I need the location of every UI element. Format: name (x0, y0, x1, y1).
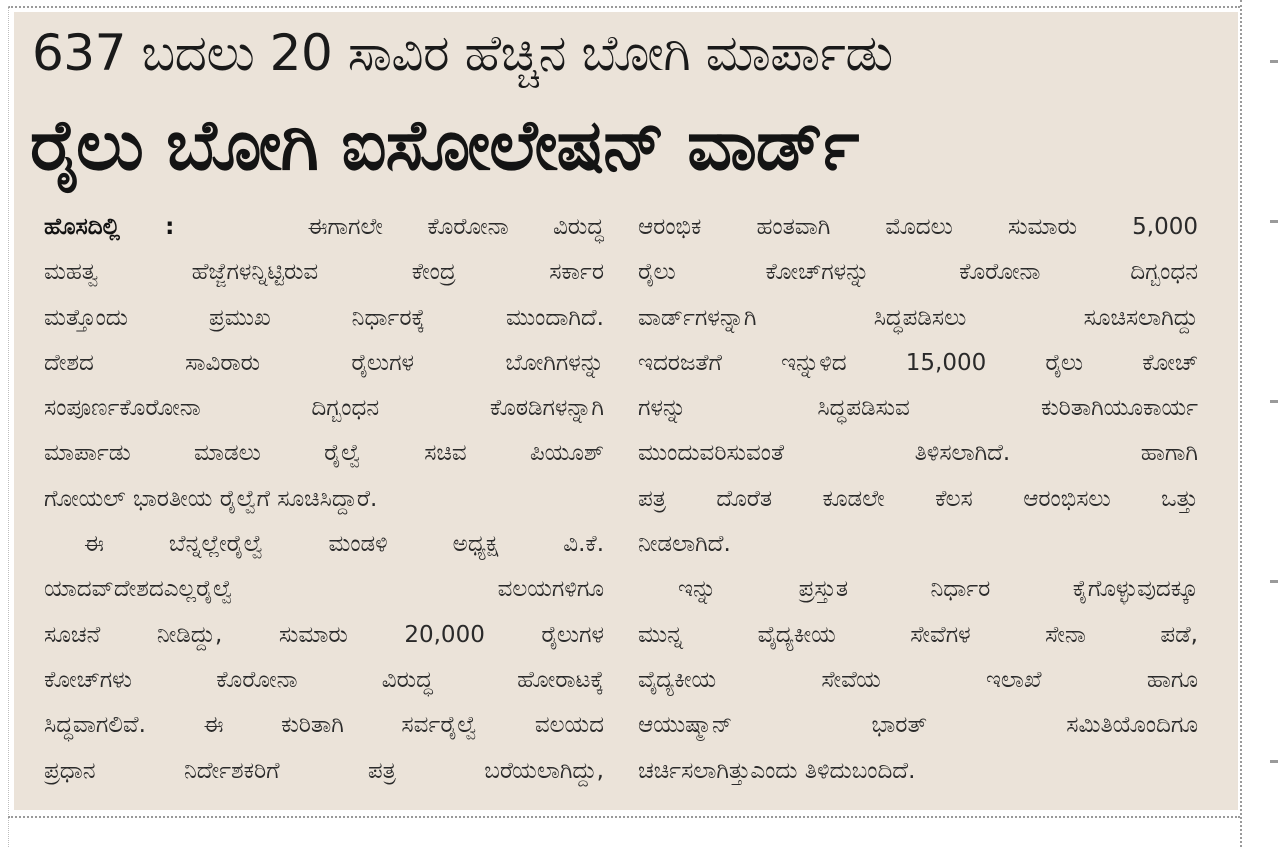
column-line: ಗಳನ್ನು ಸಿದ್ಧಪಡಿಸುವ ಕುರಿತಾಗಿಯೂಕಾರ್ಯ (638, 395, 1198, 422)
margin-mark (1270, 60, 1278, 63)
column-line: ರೈಲು ಕೋಚ್‌ಗಳನ್ನು ಕೊರೋನಾ ದಿಗ್ಬಂಧನ (638, 259, 1198, 286)
column-line: ವಾರ್ಡ್‌ಗಳನ್ನಾಗಿ ಸಿದ್ಧಪಡಿಸಲು ಸೂಚಿಸಲಾಗಿದ್ದು (638, 304, 1198, 331)
dateline: ಹೊಸದಿಲ್ಲಿ : (44, 214, 175, 240)
column-line: ಪ್ರಧಾನ ನಿರ್ದೇಶಕರಿಗೆ ಪತ್ರ ಬರೆಯಲಾಗಿದ್ದು, (44, 757, 604, 784)
column-line: ಸಂಪೂರ್ಣಕೊರೋನಾ ದಿಗ್ಬಂಧನ ಕೊಠಡಿಗಳನ್ನಾಗಿ (44, 395, 604, 422)
column-line: ಗೋಯಲ್ ಭಾರತೀಯ ರೈಲ್ವೆಗೆ ಸೂಚಿಸಿದ್ದಾರೆ. (44, 485, 378, 512)
headline-main: ರೈಲು ಬೋಗಿ ಐಸೋಲೇಷನ್ ವಾರ್ಡ್ (30, 104, 859, 186)
column-line: ಯಾದವ್‌ದೇಶದಎಲ್ಲರೈಲ್ವೆ ವಲಯಗಳಿಗೂ (44, 576, 604, 603)
column-line: ಸಿದ್ಧವಾಗಲಿವೆ. ಈ ಕುರಿತಾಗಿ ಸರ್ವರೈಲ್ವೆ ವಲಯದ (44, 712, 604, 739)
dotted-cut-line-left (8, 6, 9, 847)
headline-kicker: 637 ಬದಲು 20 ಸಾವಿರ ಹೆಚ್ಚಿನ ಬೋಗಿ ಮಾರ್ಪಾಡು (32, 24, 893, 82)
article-column-left (44, 205, 604, 794)
column-line: ಈ ಬೆನ್ನಲ್ಲೇರೈಲ್ವೆ ಮಂಡಳಿ ಅಧ್ಯಕ್ಷ ವಿ.ಕೆ. (84, 531, 604, 558)
column-line: ನೀಡಲಾಗಿದೆ. (638, 531, 731, 558)
column-line: ಮಹತ್ವ ಹೆಜ್ಜೆಗಳನ್ನಿಟ್ಟಿರುವ ಕೇಂದ್ರ ಸರ್ಕಾರ (44, 259, 604, 286)
column-line: ಆರಂಭಿಕ ಹಂತವಾಗಿ ಮೊದಲು ಸುಮಾರು 5,000 (638, 214, 1198, 240)
column-line: ಪತ್ರ ದೊರೆತ ಕೂಡಲೇ ಕೆಲಸ ಆರಂಭಿಸಲು ಒತ್ತು (638, 485, 1198, 512)
column-line: ಚರ್ಚಿಸಲಾಗಿತ್ತುಎಂದು ತಿಳಿದುಬಂದಿದೆ. (638, 757, 916, 784)
dotted-cut-line-top (8, 6, 1240, 8)
page-margin-strip (1252, 0, 1280, 847)
article-column-right (638, 205, 1198, 794)
margin-mark (1270, 400, 1278, 403)
column-line: ಆಯುಷ್ಮಾನ್ ಭಾರತ್ ಸಮಿತಿಯೊಂದಿಗೂ (638, 712, 1198, 739)
column-line-text: ಈಗಾಗಲೇ ಕೊರೋನಾ ವಿರುದ್ಧ (307, 214, 604, 240)
column-line: ಕೋಚ್‌ಗಳು ಕೊರೋನಾ ವಿರುದ್ಧ ಹೋರಾಟಕ್ಕೆ (44, 666, 604, 693)
dotted-cut-line-right (1240, 0, 1242, 847)
column-line: ಮುಂದುವರಿಸುವಂತೆ ತಿಳಿಸಲಾಗಿದೆ. ಹಾಗಾಗಿ (638, 440, 1198, 467)
margin-mark (1270, 580, 1278, 583)
column-line: ಮಾರ್ಪಾಡು ಮಾಡಲು ರೈಲ್ವೆ ಸಚಿವ ಪಿಯೂಶ್ (44, 440, 604, 467)
column-line: ವೈದ್ಯಕೀಯ ಸೇವೆಯ ಇಲಾಖೆ ಹಾಗೂ (638, 666, 1198, 693)
column-line (44, 205, 604, 250)
margin-mark (1270, 760, 1278, 763)
margin-mark (1270, 220, 1278, 223)
column-line: ಮತ್ತೊಂದು ಪ್ರಮುಖ ನಿರ್ಧಾರಕ್ಕೆ ಮುಂದಾಗಿದೆ. (44, 304, 604, 331)
column-line: ಇನ್ನು ಪ್ರಸ್ತುತ ನಿರ್ಧಾರ ಕೈಗೊಳ್ಳುವುದಕ್ಕೂ (678, 576, 1198, 603)
column-line: ದೇಶದ ಸಾವಿರಾರು ರೈಲುಗಳ ಬೋಗಿಗಳನ್ನು (44, 349, 604, 376)
column-line: ಇದರಜತೆಗೆ ಇನ್ನುಳಿದ 15,000 ರೈಲು ಕೋಚ್ (638, 349, 1198, 376)
dotted-cut-line-bottom (8, 816, 1240, 818)
column-line: ಸೂಚನೆ ನೀಡಿದ್ದು, ಸುಮಾರು 20,000 ರೈಲುಗಳ (44, 621, 604, 648)
column-line: ಮುನ್ನ ವೈದ್ಯಕೀಯ ಸೇವೆಗಳ ಸೇನಾ ಪಡೆ, (638, 621, 1198, 648)
